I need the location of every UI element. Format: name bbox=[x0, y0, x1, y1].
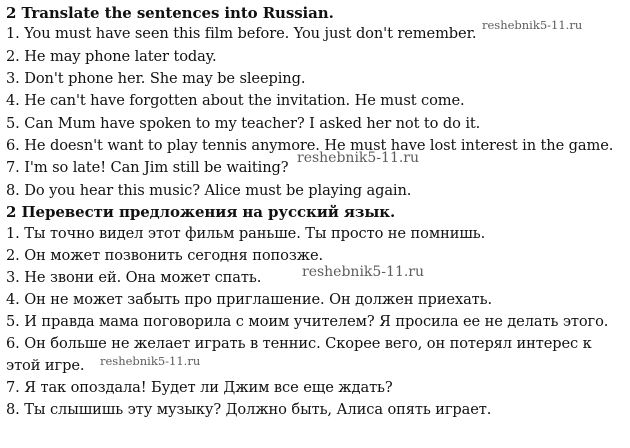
english-sentence-7: 7. I'm so late! Can Jim still be waiting? bbox=[6, 159, 289, 176]
english-sentence-5: 5. Can Mum have spoken to my teacher? I asked her not to do it. bbox=[6, 115, 481, 132]
russian-sentence-1: 1. Ты точно видел этот фильм раньше. Ты просто не помнишь. bbox=[6, 225, 486, 242]
english-sentence-8: 8. Do you hear this music? Alice must be playing again. bbox=[6, 182, 412, 199]
english-sentence-1: 1. You must have seen this film before. You just don't remember. bbox=[6, 25, 477, 42]
russian-sentence-6: 6. Он больше не желает играть в теннис. Скорее вего, он потерял интерес к bbox=[6, 335, 592, 352]
english-sentence-6: 6. He doesn't want to play tennis anymore. He must have lost interest in the game. bbox=[6, 137, 614, 154]
russian-sentence-2: 2. Он может позвонить сегодня попозже. bbox=[6, 247, 324, 264]
russian-sentence-6-continued: этой игре. bbox=[6, 357, 85, 374]
russian-sentence-4: 4. Он не может забыть про приглашение. Он должен приехать. bbox=[6, 291, 493, 308]
english-sentence-4: 4. He can't have forgotten about the invitation. He must come. bbox=[6, 92, 465, 109]
russian-sentence-3: 3. Не звони ей. Она может спать. bbox=[6, 269, 262, 286]
russian-section-heading: 2 Перевести предложения на русский язык. bbox=[6, 203, 396, 221]
russian-sentence-7: 7. Я так опоздала! Будет ли Джим все еще ждать? bbox=[6, 379, 393, 396]
watermark-text: reshebnik5-11.ru bbox=[100, 354, 201, 368]
english-sentence-2: 2. He may phone later today. bbox=[6, 48, 217, 65]
english-section-heading: 2 Translate the sentences into Russian. bbox=[6, 4, 334, 22]
russian-sentence-8: 8. Ты слышишь эту музыку? Должно быть, Алиса опять играет. bbox=[6, 401, 492, 418]
english-sentence-3: 3. Don't phone her. She may be sleeping. bbox=[6, 70, 306, 87]
watermark-text: reshebnik5-11.ru bbox=[297, 150, 420, 166]
watermark-text: reshebnik5-11.ru bbox=[302, 264, 425, 280]
russian-sentence-5: 5. И правда мама поговорила с моим учителем? Я просила ее не делать этого. bbox=[6, 313, 609, 330]
watermark-text: reshebnik5-11.ru bbox=[482, 18, 583, 32]
